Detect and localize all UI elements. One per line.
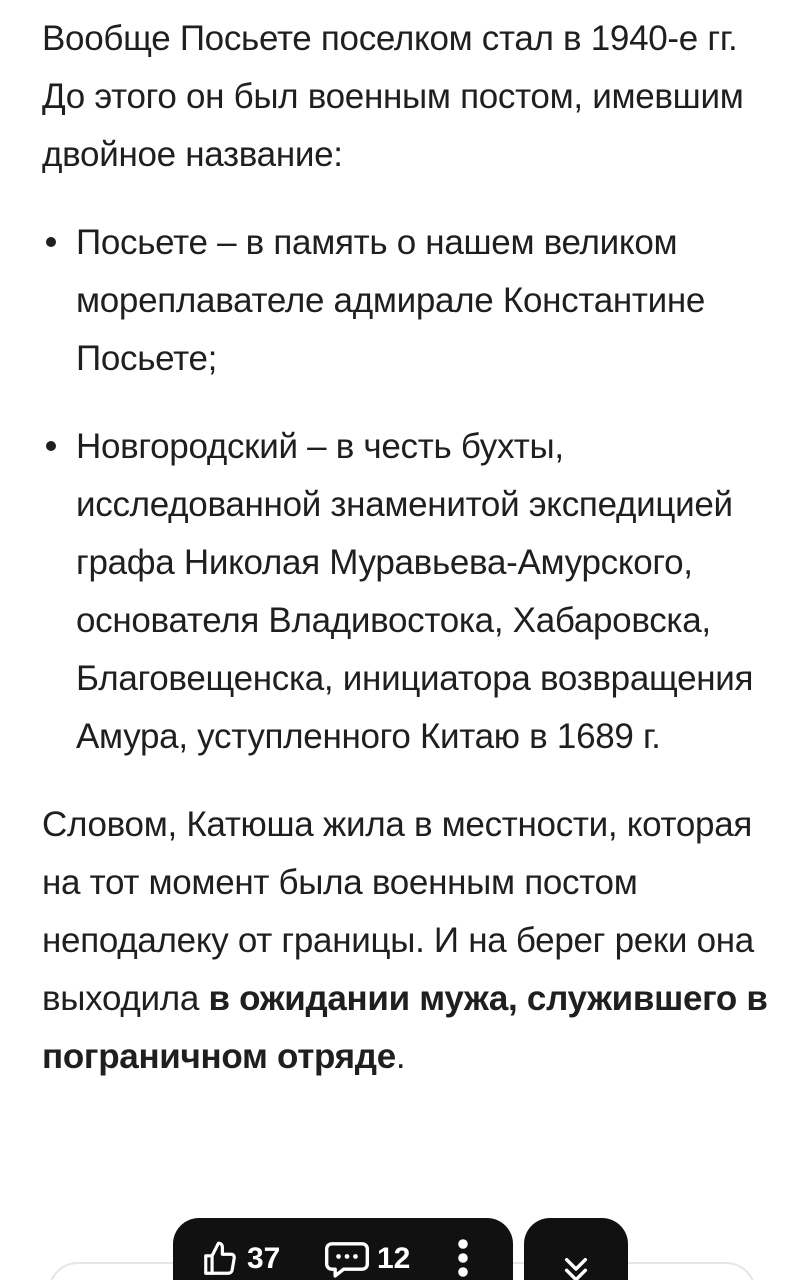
article-paragraph-conclusion (42, 796, 772, 1086)
comment-count: 12 (377, 1242, 411, 1275)
list-item (42, 214, 772, 388)
conclusion-end: . (395, 1037, 406, 1076)
action-bar (173, 1218, 513, 1280)
chevrons-down-icon (560, 1252, 592, 1280)
conclusion-text: Словом, Катюша жила в местности, которая на тот момент была военным постом неподалеку от границы. И на берег реки она выходила (42, 805, 754, 1018)
like-button[interactable] (201, 1240, 280, 1278)
comment-icon (325, 1240, 369, 1278)
more-vertical-icon (457, 1238, 469, 1278)
bullet-icon (46, 237, 56, 247)
bullet-icon (46, 441, 56, 451)
conclusion-bold-text: в ожидании мужа, служившего в пограничном отряде (42, 979, 768, 1076)
list-item-text: Посьете – в память о нашем великом мореплавателе адмирале Константине Посьете; (76, 223, 706, 378)
like-count: 37 (247, 1242, 281, 1275)
article-paragraph-intro: Вообще Посьете поселком стал в 1940-е гг. До этого он был военным постом, имевшим двойное название: (42, 19, 744, 174)
more-button[interactable] (457, 1238, 469, 1278)
thumbs-up-icon (201, 1240, 239, 1278)
article-body (42, 10, 772, 1086)
comment-button[interactable] (325, 1240, 410, 1278)
list-item (42, 418, 772, 766)
bullet-list (42, 214, 772, 766)
collapse-button[interactable] (524, 1218, 628, 1280)
list-item-text: Новгородский – в честь бухты, исследованной знаменитой экспедицией графа Николая Муравьева-Амурского, основателя Владивостока, Хабаровска, Благовещенска, инициатора возвращения Амура, уступленного Китаю в 1689 г. (76, 427, 754, 756)
